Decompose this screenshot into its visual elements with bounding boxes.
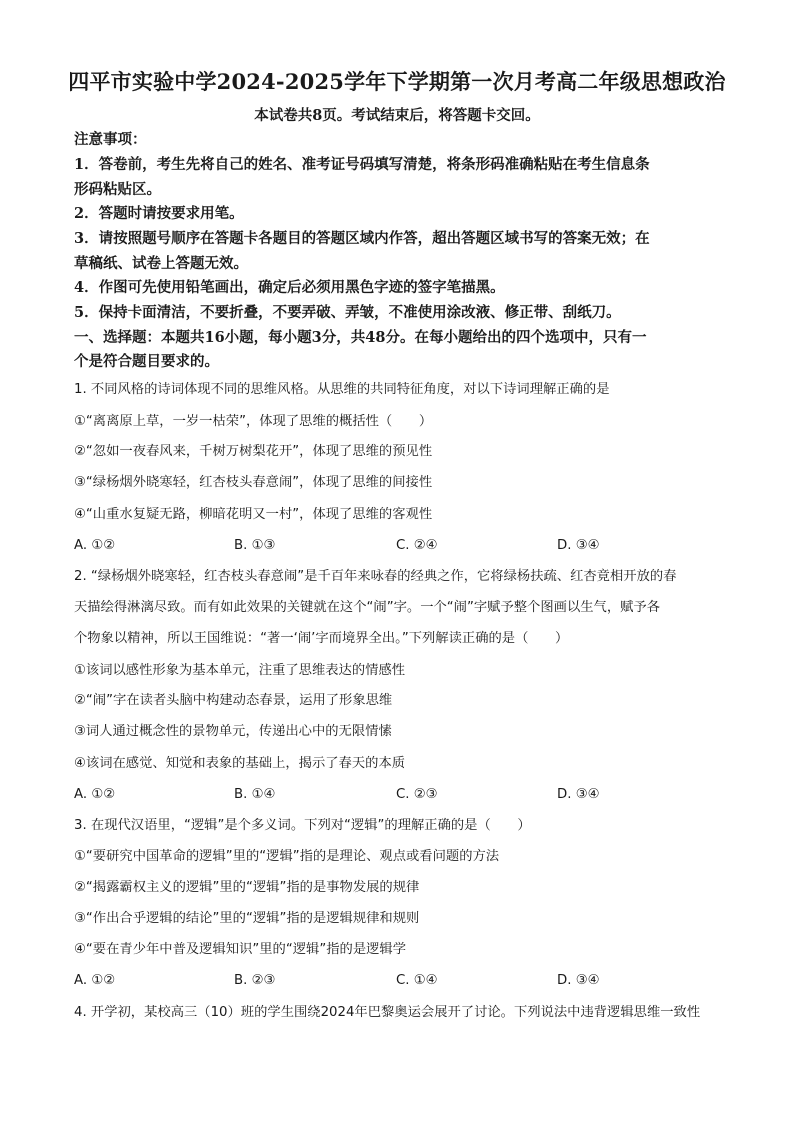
exam-title: 四平市实验中学2024-2025学年下学期第一次月考高二年级思想政治 [68,69,726,94]
notice-heading: 注意事项： [74,131,147,148]
question-2-stem: 天描绘得淋漓尽致。而有如此效果的关键就在这个“闹”字。一个“闹”字赋予整个图画以生气，赋予各 [74,600,661,615]
notice-line: 3．请按照题号顺序在答题卡各题目的答题区域内作答，超出答题区域书写的答案无效；在 [74,230,650,247]
question-3-stem: 3. 在现代汉语里，“逻辑”是个多义词。下列对“逻辑”的理解正确的是（ ） [74,818,531,833]
question-2-item: ②“闹”字在读者头脑中构建动态春景，运用了形象思维 [74,693,393,708]
section-heading: 一、选择题：本题共16小题，每小题3分，共48分。在每小题给出的四个选项中，只有一 [74,329,647,346]
question-3-item: ②“揭露霸权主义的逻辑”里的“逻辑”指的是事物发展的规律 [74,880,420,895]
option-d[interactable]: D. ③④ [557,538,600,553]
exam-subtitle: 本试卷共8页。考试结束后，将答题卡交回。 [254,107,540,124]
section-heading: 个是符合题目要求的。 [74,353,219,370]
option-b[interactable]: B. ①③ [234,538,276,553]
question-1-stem: 1. 不同风格的诗词体现不同的思维风格。从思维的共同特征角度，对以下诗词理解正确的是 [74,382,610,397]
question-3-item: ①“要研究中国革命的逻辑”里的“逻辑”指的是理论、观点或看问题的方法 [74,849,500,864]
question-1-item: ①“离离原上草，一岁一枯荣”，体现了思维的概括性（ ） [74,414,433,429]
question-3-options [74,971,734,991]
question-2-stem: 个物象以精神，所以王国维说：“著一‘闹’字而境界全出。”下列解读正确的是（ ） [74,631,569,646]
option-d[interactable]: D. ③④ [557,787,600,802]
option-b[interactable]: B. ②③ [234,973,276,988]
option-b[interactable]: B. ①④ [234,787,276,802]
option-a[interactable]: A. ①② [74,538,116,553]
option-c[interactable]: C. ②③ [396,787,438,802]
notice-line: 草稿纸、试卷上答题无效。 [74,255,248,272]
question-2-stem: 2. “绿杨烟外晓寒轻，红杏枝头春意闹”是千百年来咏春的经典之作，它将绿杨扶疏、红杏竟相开放的春 [74,569,677,584]
question-4-stem: 4. 开学初，某校高三（10）班的学生围绕2024年巴黎奥运会展开了讨论。下列说法中违背逻辑思维一致性 [74,1005,701,1020]
notice-line: 形码粘贴区。 [74,181,161,198]
question-1-options [74,536,734,556]
question-1-item: ④“山重水复疑无路，柳暗花明又一村”，体现了思维的客观性 [74,507,433,522]
option-d[interactable]: D. ③④ [557,973,600,988]
notice-line: 1．答卷前，考生先将自己的姓名、准考证号码填写清楚，将条形码准确粘贴在考生信息条 [74,156,650,173]
question-2-item: ①该词以感性形象为基本单元，注重了思维表达的情感性 [74,663,406,678]
notice-line: 2．答题时请按要求用笔。 [74,205,244,222]
option-a[interactable]: A. ①② [74,787,116,802]
question-2-options [74,785,734,805]
question-3-item: ④“要在青少年中普及逻辑知识”里的“逻辑”指的是逻辑学 [74,942,407,957]
question-1-item: ③“绿杨烟外晓寒轻，红杏枝头春意闹”，体现了思维的间接性 [74,475,433,490]
notice-line: 4．作图可先使用铅笔画出，确定后必须用黑色字迹的签字笔描黑。 [74,279,505,296]
question-3-item: ③“作出合乎逻辑的结论”里的“逻辑”指的是逻辑规律和规则 [74,911,420,926]
question-1-item: ②“忽如一夜春风来，千树万树梨花开”，体现了思维的预见性 [74,444,433,459]
option-c[interactable]: C. ①④ [396,973,438,988]
option-a[interactable]: A. ①② [74,973,116,988]
question-2-item: ③词人通过概念性的景物单元，传递出心中的无限情愫 [74,724,392,739]
notice-line: 5．保持卡面清洁，不要折叠，不要弄破、弄皱，不准使用涂改液、修正带、刮纸刀。 [74,304,621,321]
option-c[interactable]: C. ②④ [396,538,438,553]
question-2-item: ④该词在感觉、知觉和表象的基础上，揭示了春天的本质 [74,756,406,771]
